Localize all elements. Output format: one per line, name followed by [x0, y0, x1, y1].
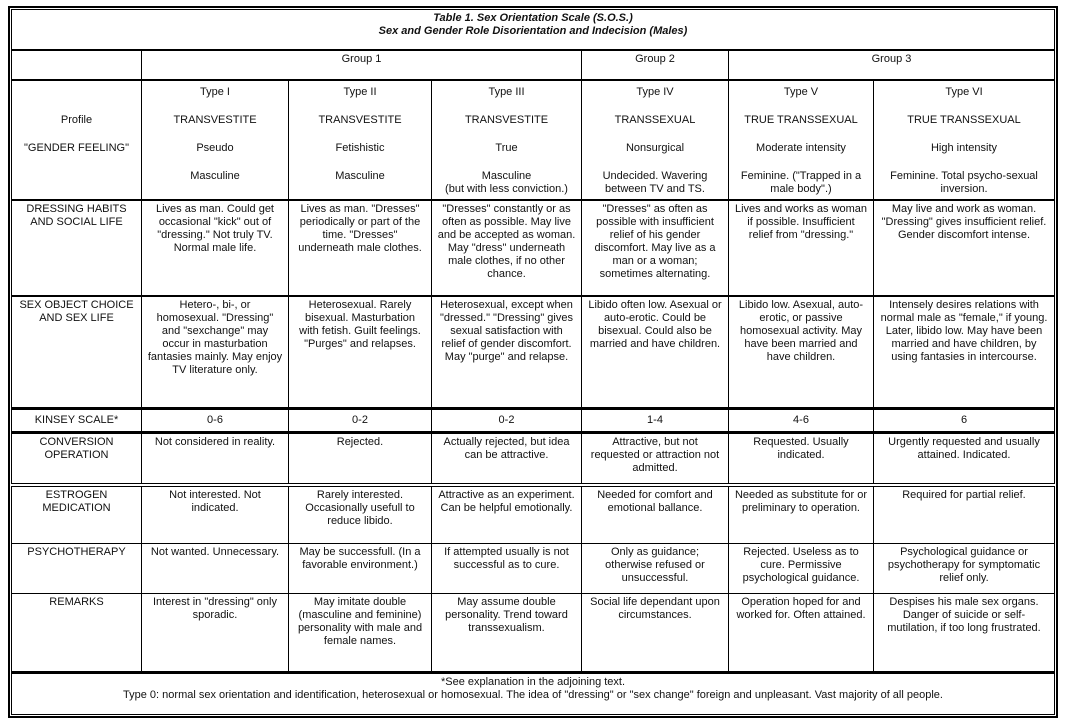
psychotherapy-row [12, 543, 1055, 593]
remarks-type2-cell: May imitate double (masculine and feminine) personality with male and female names. [289, 594, 432, 672]
type5-variant: Moderate intensity [756, 141, 846, 154]
kinsey-type4-cell: 1-4 [582, 409, 729, 433]
dressing-type4-cell: "Dresses" as often as possible with insufficient relief of his gender discomfort. May live as a man or a woman; sometimes alternating. [582, 200, 729, 297]
conversion-type2-cell: Rejected. [289, 433, 432, 485]
type2-header [289, 80, 432, 200]
type4-category: TRANSSEXUAL [614, 113, 696, 126]
type6-category: TRUE TRANSSEXUAL [907, 113, 1021, 126]
type2-feeling: Masculine [335, 169, 385, 182]
footnote-line2: Type 0: normal sex orientation and identification, heterosexual or homosexual. The idea of "dressing" or "sex change" foreign and unpleasant. Vast majority of all people. [123, 688, 943, 701]
kinsey-scale-row [12, 409, 1055, 433]
remarks-type6-cell: Despises his male sex organs. Danger of suicide or self-mutilation, if too long frustrated. [874, 594, 1055, 672]
type3-header [432, 80, 582, 200]
remarks-type1-cell: Interest in "dressing" only sporadic. [142, 594, 289, 672]
type4-name: Type IV [636, 85, 674, 98]
psychotherapy-type2-cell: May be successfull. (In a favorable environment.) [289, 543, 432, 593]
kinsey-scale-label: KINSEY SCALE* [12, 409, 142, 433]
conversion-type5-cell: Requested. Usually indicated. [729, 433, 874, 485]
type5-feeling: Feminine. ("Trapped in a male body".) [740, 169, 862, 195]
remarks-label: REMARKS [12, 594, 142, 672]
group1-header: Group 1 [142, 50, 582, 80]
table-title [12, 10, 1055, 50]
sex-object-type1-cell: Hetero-, bi-, or homosexual. "Dressing" and "sexchange" may occur in masturbation fantasies mainly. May enjoy TV literature only. [142, 296, 289, 409]
dressing-type1-cell: Lives as man. Could get occasional "kick" out of "dressing." Not truly TV. Normal male life. [142, 200, 289, 297]
group-row-spacer [12, 50, 142, 80]
title-row [12, 10, 1055, 50]
conversion-operation-label: CONVERSION OPERATION [12, 433, 142, 485]
dressing-type6-cell: May live and work as woman. "Dressing" gives insufficient relief. Gender discomfort intense. [874, 200, 1055, 297]
table-title-line2: Sex and Gender Role Disorientation and Indecision (Males) [378, 25, 688, 37]
kinsey-type2-cell: 0-2 [289, 409, 432, 433]
sex-object-label: SEX OBJECT CHOICE AND SEX LIFE [12, 296, 142, 409]
psychotherapy-type1-cell: Not wanted. Unnecessary. [142, 543, 289, 593]
type3-category: TRANSVESTITE [464, 113, 549, 126]
type4-variant: Nonsurgical [625, 141, 685, 154]
profile-label: Profile [60, 113, 93, 126]
sex-object-type6-cell: Intensely desires relations with normal male as "female," if young. Later, libido low. May have been married and have children, by using fantasies in intercourse. [874, 296, 1055, 409]
kinsey-type1-cell: 0-6 [142, 409, 289, 433]
type-header-row [12, 80, 1055, 200]
type1-variant: Pseudo [196, 141, 234, 154]
profile-gender-feeling-label [12, 80, 142, 200]
estrogen-type2-cell: Rarely interested. Occasionally usefull to reduce libido. [289, 485, 432, 543]
type1-category: TRANSVESTITE [173, 113, 257, 126]
dressing-habits-label: DRESSING HABITS AND SOCIAL LIFE [12, 200, 142, 297]
remarks-type3-cell: May assume double personality. Trend toward transsexualism. [432, 594, 582, 672]
type6-name: Type VI [945, 85, 983, 98]
type3-variant: True [495, 141, 518, 154]
sex-object-type4-cell: Libido often low. Asexual or auto-erotic. Could be bisexual. Could also be married and have children. [582, 296, 729, 409]
type6-header [874, 80, 1055, 200]
type2-category: TRANSVESTITE [318, 113, 402, 126]
remarks-row [12, 594, 1055, 672]
type5-name: Type V [783, 85, 819, 98]
psychotherapy-type5-cell: Rejected. Useless as to cure. Permissive psychological guidance. [729, 543, 874, 593]
conversion-operation-row [12, 433, 1055, 485]
table-outer-border [8, 6, 1058, 718]
type1-name: Type I [200, 85, 230, 98]
sex-orientation-scale-table [11, 9, 1055, 715]
psychotherapy-type3-cell: If attempted usually is not successful as to cure. [432, 543, 582, 593]
dressing-type2-cell: Lives as man. "Dresses" periodically or part of the time. "Dresses" underneath male clothes. [289, 200, 432, 297]
kinsey-type3-cell: 0-2 [432, 409, 582, 433]
conversion-type6-cell: Urgently requested and usually attained. Indicated. [874, 433, 1055, 485]
remarks-type4-cell: Social life dependant upon circumstances. [582, 594, 729, 672]
estrogen-type3-cell: Attractive as an experiment. Can be helpful emotionally. [432, 485, 582, 543]
type6-variant: High intensity [930, 141, 998, 154]
dressing-type3-cell: "Dresses" constantly or as often as possible. May live and be accepted as woman. May "dress" underneath male clothes, if no other chance. [432, 200, 582, 297]
psychotherapy-type4-cell: Only as guidance; otherwise refused or unsuccessful. [582, 543, 729, 593]
psychotherapy-type6-cell: Psychological guidance or psychotherapy for symptomatic relief only. [874, 543, 1055, 593]
footnote-line1: *See explanation in the adjoining text. [440, 675, 626, 688]
group3-header: Group 3 [729, 50, 1055, 80]
sex-object-type5-cell: Libido low. Asexual, auto-erotic, or passive homosexual activity. May have been married and have children. [729, 296, 874, 409]
conversion-type4-cell: Attractive, but not requested or attraction not admitted. [582, 433, 729, 485]
type3-feeling: Masculine [481, 169, 532, 182]
kinsey-type5-cell: 4-6 [729, 409, 874, 433]
group-header-row [12, 50, 1055, 80]
psychotherapy-label: PSYCHOTHERAPY [12, 543, 142, 593]
sex-object-type3-cell: Heterosexual, except when "dressed." "Dressing" gives sexual satisfaction with relief of gender discomfort. May "purge" and relapse. [432, 296, 582, 409]
conversion-type3-cell: Actually rejected, but idea can be attractive. [432, 433, 582, 485]
group2-header: Group 2 [582, 50, 729, 80]
type6-feeling: Feminine. Total psycho-sexual inversion. [890, 169, 1038, 195]
kinsey-type6-cell: 6 [874, 409, 1055, 433]
estrogen-type6-cell: Required for partial relief. [874, 485, 1055, 543]
estrogen-type1-cell: Not interested. Not indicated. [142, 485, 289, 543]
estrogen-medication-row [12, 485, 1055, 543]
sex-object-type2-cell: Heterosexual. Rarely bisexual. Masturbation with fetish. Guilt feelings. "Purges" and relapses. [289, 296, 432, 409]
estrogen-medication-label: ESTROGEN MEDICATION [12, 485, 142, 543]
type2-variant: Fetishistic [335, 141, 385, 154]
conversion-type1-cell: Not considered in reality. [142, 433, 289, 485]
dressing-habits-row [12, 200, 1055, 297]
sex-object-row [12, 296, 1055, 409]
remarks-type5-cell: Operation hoped for and worked for. Often attained. [729, 594, 874, 672]
estrogen-type4-cell: Needed for comfort and emotional ballance. [582, 485, 729, 543]
type1-header [142, 80, 289, 200]
footnote [12, 672, 1055, 714]
type5-category: TRUE TRANSSEXUAL [744, 113, 858, 126]
type3-feeling-note: (but with less conviction.) [445, 182, 568, 195]
estrogen-type5-cell: Needed as substitute for or preliminary to operation. [729, 485, 874, 543]
type5-header [729, 80, 874, 200]
gender-feeling-label: "GENDER FEELING" [24, 141, 129, 154]
type4-header [582, 80, 729, 200]
type3-name: Type III [488, 85, 525, 98]
type4-feeling: Undecided. Wavering between TV and TS. [602, 169, 708, 195]
type1-feeling: Masculine [190, 169, 240, 182]
table-title-line1: Table 1. Sex Orientation Scale (S.O.S.) [433, 12, 633, 24]
dressing-type5-cell: Lives and works as woman if possible. Insufficient relief from "dressing." [729, 200, 874, 297]
type2-name: Type II [343, 85, 377, 98]
footnote-row [12, 672, 1055, 714]
